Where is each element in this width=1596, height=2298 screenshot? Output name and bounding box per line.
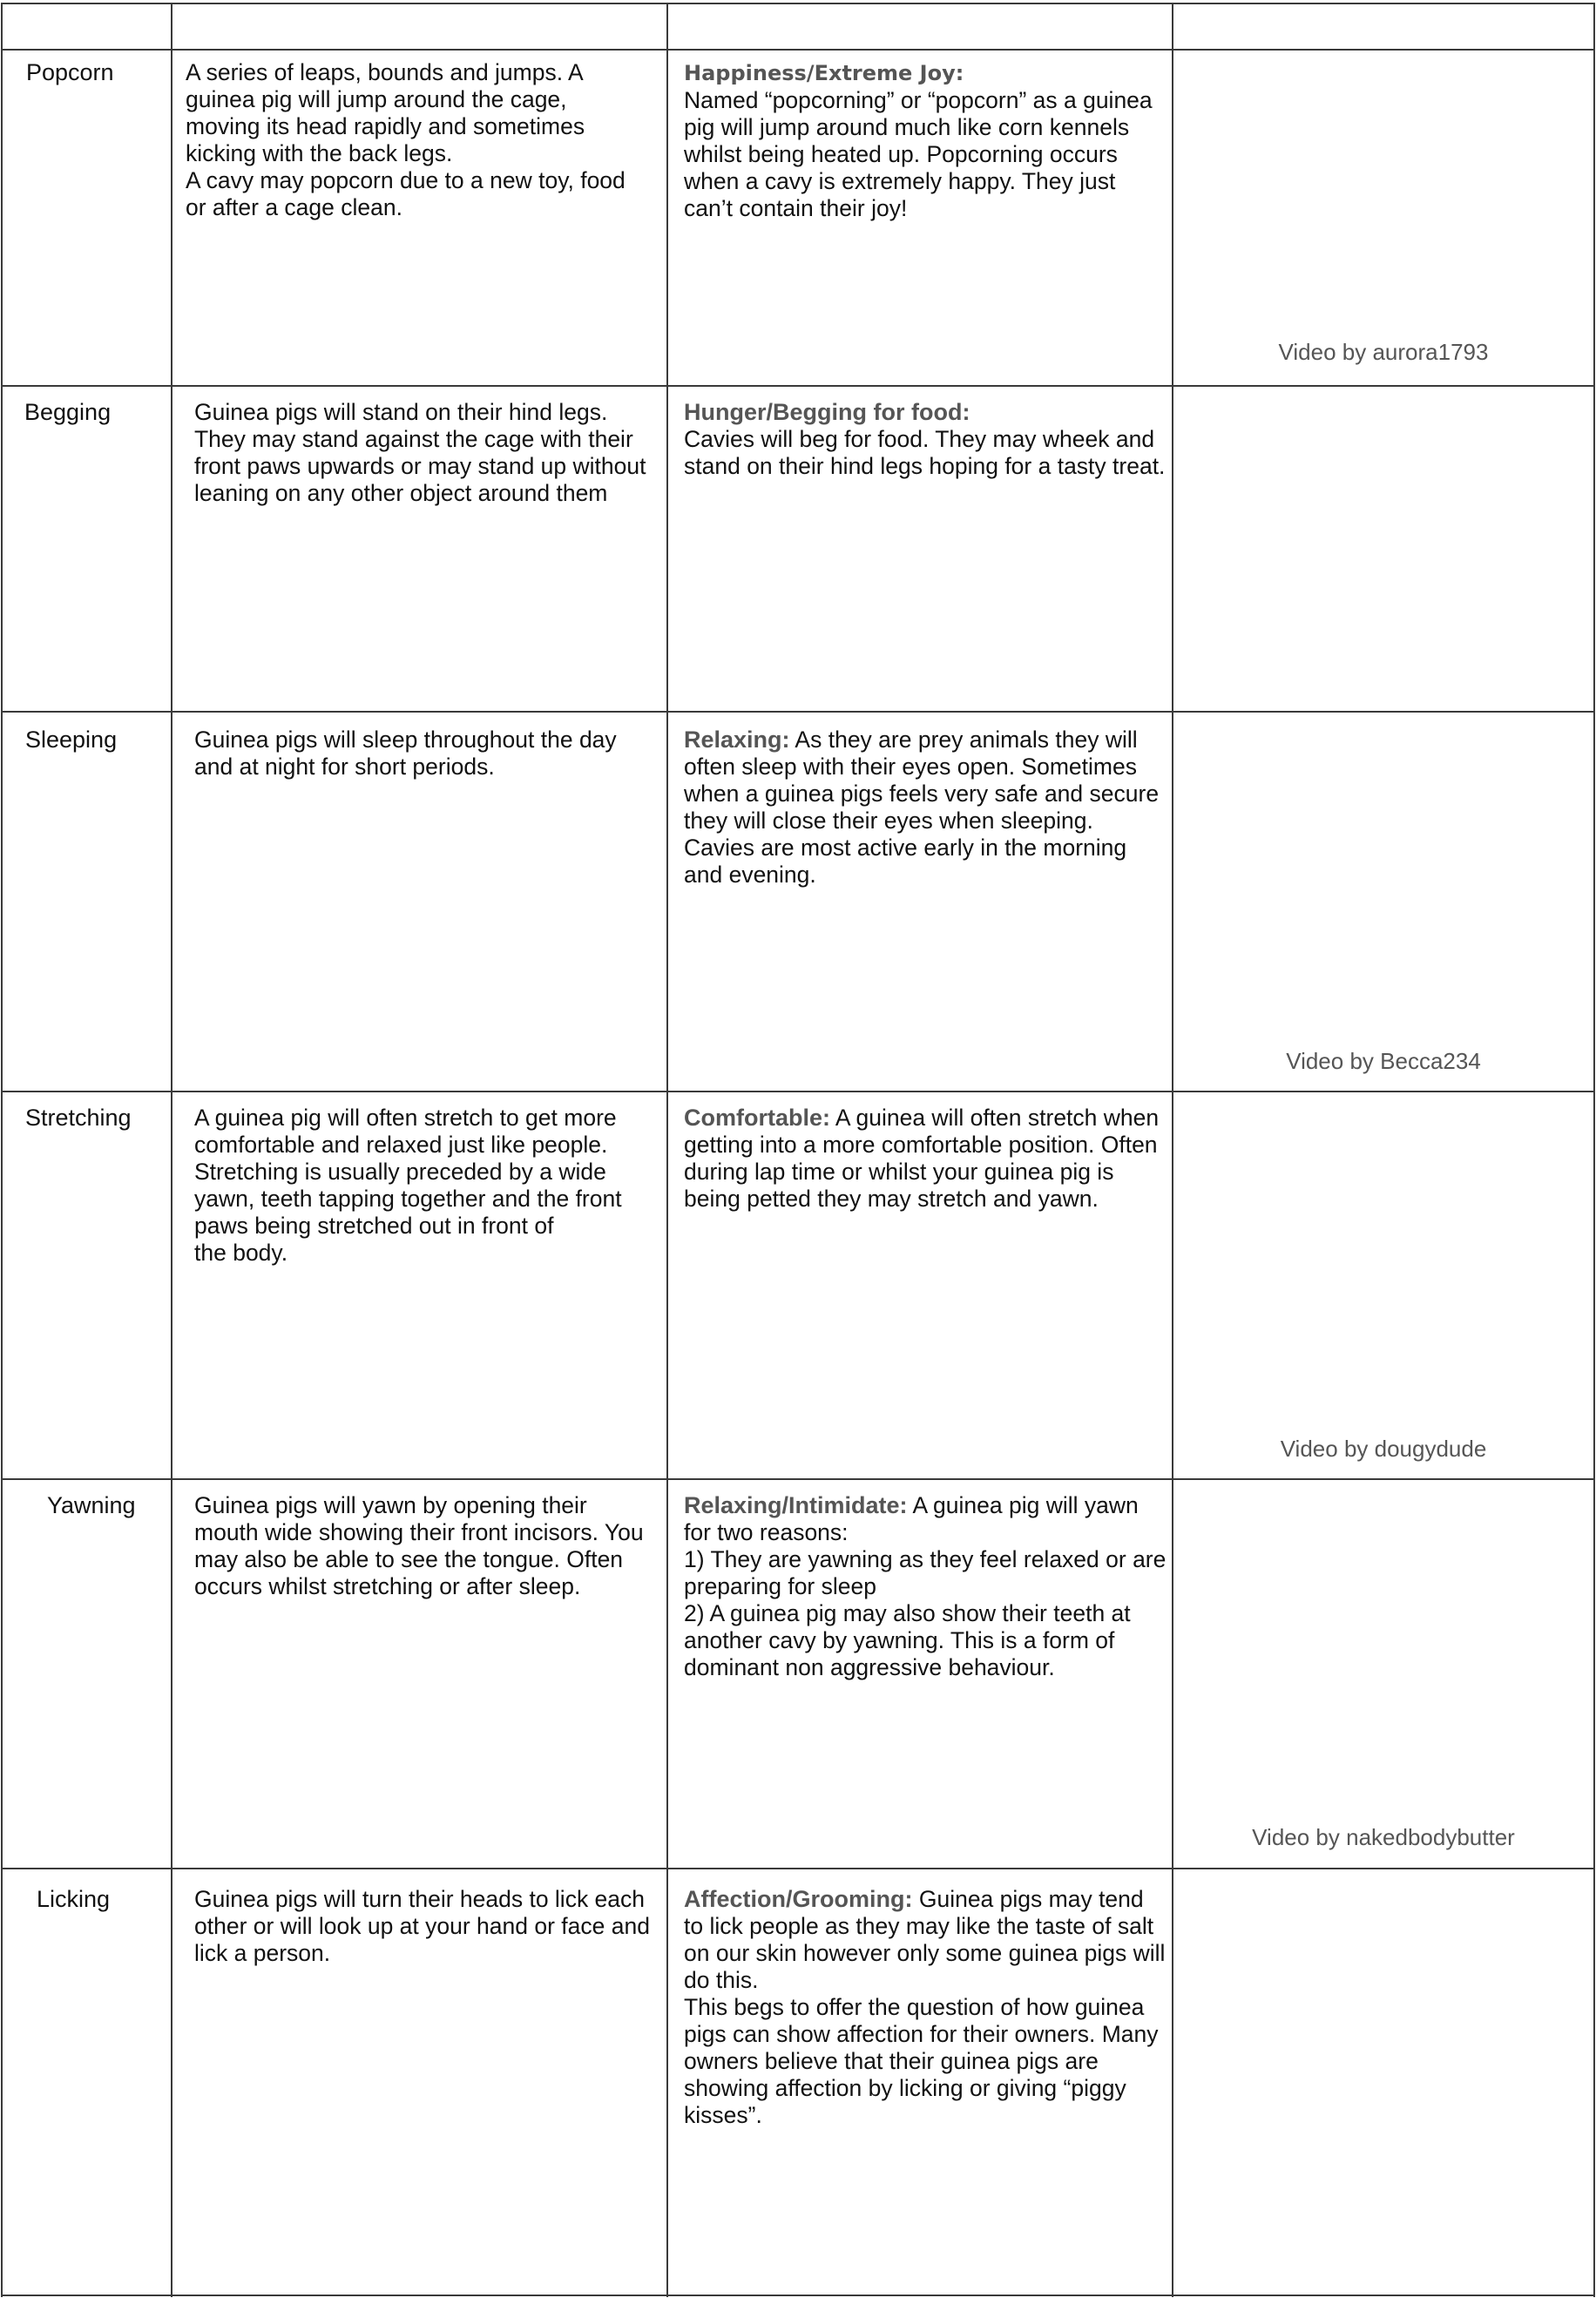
- video-credit: Video by nakedbodybutter: [1252, 1824, 1515, 1850]
- table-rule: [2, 1868, 1595, 1869]
- table-rule: [1, 3, 3, 2297]
- table-rule: [2, 1091, 1595, 1092]
- table-rule: [2, 49, 1595, 51]
- table-rule: [1593, 3, 1595, 2297]
- behaviour-description: Guinea pigs will sleep throughout the day and at night for short periods.: [194, 727, 617, 780]
- table-rule: [171, 3, 172, 2297]
- behaviour-description: A guinea pig will often stretch to get more comfortable and relaxed just like people. Stretching is usually preceded by a wide yawn, teeth tapping together and the front paws being stretched out in front of the body.: [194, 1105, 622, 1266]
- meaning-text: Cavies will beg for food. They may wheek and stand on their hind legs hoping for a tasty treat.: [684, 426, 1166, 479]
- video-credit: Video by Becca234: [1286, 1048, 1481, 1074]
- behaviour-meaning: [684, 727, 1167, 889]
- behaviour-meaning: [684, 1105, 1167, 1213]
- behaviour-description: Guinea pigs will stand on their hind legs. They may stand against the cage with their front paws upwards or may stand up without leaning on any other object around them: [194, 399, 646, 506]
- behaviour-meaning: [684, 59, 1167, 222]
- table-rule: [2, 1478, 1595, 1480]
- meaning-heading: Happiness/Extreme Joy:: [684, 61, 964, 85]
- meaning-heading: Affection/Grooming:: [684, 1886, 913, 1912]
- video-credit: Video by dougydude: [1280, 1436, 1487, 1462]
- table-rule: [2, 2295, 1595, 2296]
- behaviour-description: Guinea pigs will yawn by opening their mouth wide showing their front incisors. You may also be able to see the tongue. Often occurs whilst stretching or after sleep.: [194, 1492, 644, 1599]
- meaning-text: A guinea pig will yawn for two reasons: 1) They are yawning as they feel relaxed or are preparing for sleep 2) A guinea pig may also show their teeth at another cavy by yawning. This is a form of dominant non aggressive behaviour.: [684, 1492, 1167, 1680]
- video-credit: Video by aurora1793: [1278, 339, 1489, 365]
- behaviour-name: Begging: [24, 399, 112, 425]
- meaning-text: Named “popcorning” or “popcorn” as a guinea pig will jump around much like corn kennels whilst being heated up. Popcorning occurs when a cavy is extremely happy. They just can’t contain their joy!: [684, 87, 1153, 221]
- behaviour-name: Licking: [37, 1886, 111, 1912]
- table-rule: [2, 3, 1595, 4]
- table-rule: [2, 385, 1595, 387]
- table-rule: [666, 3, 668, 2297]
- meaning-heading: Comfortable:: [684, 1105, 830, 1131]
- behaviour-name: Sleeping: [25, 727, 118, 753]
- meaning-heading: Relaxing/Intimidate:: [684, 1492, 908, 1518]
- meaning-text: A guinea will often stretch when getting into a more comfortable position. Often during lap time or whilst your guinea pig is being petted they may stretch and yawn.: [684, 1105, 1160, 1212]
- behaviour-meaning: [684, 1886, 1167, 2129]
- behaviour-name: Yawning: [47, 1492, 136, 1518]
- behaviour-meaning: [684, 399, 1167, 480]
- behaviour-name: Popcorn: [26, 59, 114, 85]
- meaning-text: As they are prey animals they will often sleep with their eyes open. Sometimes when a guinea pigs feels very safe and secure they will close their eyes when sleeping. Cavies are most active early in the morning and evening.: [684, 727, 1160, 888]
- meaning-heading: Hunger/Begging for food:: [684, 399, 970, 425]
- table-rule: [2, 711, 1595, 713]
- behaviour-meaning: [684, 1492, 1167, 1681]
- behaviour-name: Stretching: [25, 1105, 132, 1131]
- meaning-heading: Relaxing:: [684, 727, 790, 753]
- behaviour-description: A series of leaps, bounds and jumps. A guinea pig will jump around the cage, moving its head rapidly and sometimes kicking with the back legs. A cavy may popcorn due to a new toy, food or after a cage clean.: [186, 59, 626, 220]
- behaviour-description: Guinea pigs will turn their heads to lick each other or will look up at your hand or face and lick a person.: [194, 1886, 650, 1966]
- meaning-text: Guinea pigs may tend to lick people as they may like the taste of salt on our skin however only some guinea pigs will do this. This begs to offer the question of how guinea pigs can show affection for their owners. Many owners believe that their guinea pigs are showing affection by licking or giving “piggy kisses”.: [684, 1886, 1166, 2128]
